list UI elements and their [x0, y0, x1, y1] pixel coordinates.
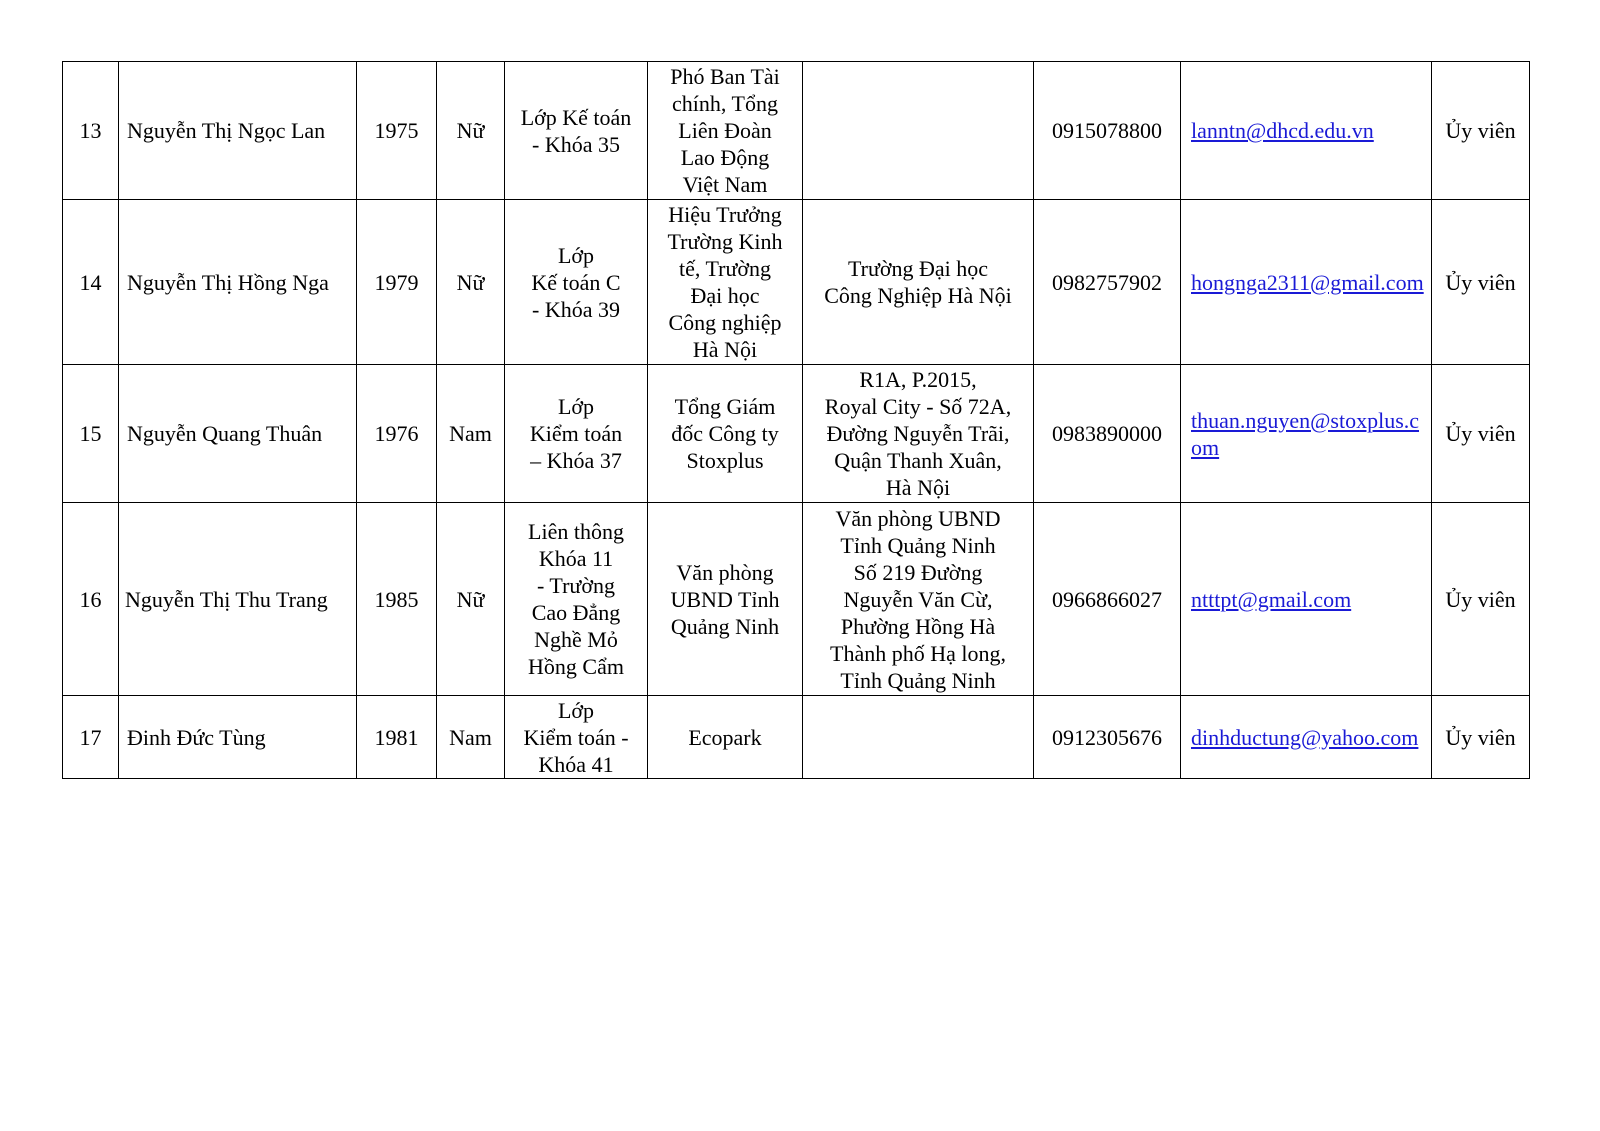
row-number: 16	[63, 503, 119, 696]
gender: Nam	[437, 365, 505, 503]
birth-year: 1976	[357, 365, 437, 503]
position: Tổng Giám đốc Công ty Stoxplus	[671, 394, 779, 473]
phone-number: 0966866027	[1034, 503, 1181, 696]
workplace: Văn phòng UBND Tỉnh Quảng Ninh Số 219 Đường Nguyễn Văn Cừ, Phường Hồng Hà Thành phố Hạ long, Tỉnh Quảng Ninh	[830, 505, 1006, 693]
email-link[interactable]: ntttpt@gmail.com	[1191, 586, 1352, 612]
email-link[interactable]: thuan.nguyen@stoxplus.com	[1191, 407, 1420, 460]
gender: Nữ	[437, 200, 505, 365]
workplace: Trường Đại học Công Nghiệp Hà Nội	[824, 256, 1012, 308]
position: Ecopark	[688, 724, 762, 750]
email-link[interactable]: lanntn@dhcd.edu.vn	[1191, 118, 1374, 143]
member-name: Nguyễn Thị Thu Trang	[119, 503, 357, 696]
gender: Nữ	[437, 503, 505, 696]
table-row	[63, 696, 1530, 779]
class-info: Lớp Kế toán C - Khóa 39	[531, 242, 621, 322]
phone-number: 0983890000	[1034, 365, 1181, 503]
class-info: Lớp Kiểm toán – Khóa 37	[529, 394, 623, 473]
committee-role: Ủy viên	[1432, 365, 1530, 503]
gender: Nam	[437, 696, 505, 779]
row-number: 13	[63, 62, 119, 200]
birth-year: 1985	[357, 503, 437, 696]
committee-role: Ủy viên	[1432, 503, 1530, 696]
gender: Nữ	[437, 62, 505, 200]
member-name: Nguyễn Quang Thuân	[119, 365, 357, 503]
row-number: 15	[63, 365, 119, 503]
committee-role: Ủy viên	[1432, 62, 1530, 200]
class-info: Lớp Kiểm toán - Khóa 41	[523, 697, 629, 777]
table-row	[63, 62, 1530, 200]
member-name: Đinh Đức Tùng	[119, 696, 357, 779]
member-name: Nguyễn Thị Hồng Nga	[119, 200, 357, 365]
workplace: R1A, P.2015, Royal City - Số 72A, Đường Nguyễn Trãi, Quận Thanh Xuân, Hà Nội	[824, 367, 1012, 500]
class-info: Liên thông Khóa 11 - Trường Cao Đẳng Nghề Mỏ Hồng Cẩm	[528, 519, 624, 679]
email-link[interactable]: hongnga2311@gmail.com	[1191, 269, 1424, 295]
phone-number: 0982757902	[1034, 200, 1181, 365]
committee-role: Ủy viên	[1432, 200, 1530, 365]
row-number: 17	[63, 696, 119, 779]
phone-number: 0915078800	[1034, 62, 1181, 200]
table-row	[63, 365, 1530, 503]
birth-year: 1975	[357, 62, 437, 200]
members-table	[62, 61, 1530, 779]
row-number: 14	[63, 200, 119, 365]
position: Văn phòng UBND Tỉnh Quảng Ninh	[670, 559, 780, 639]
email-link[interactable]: dinhductung@yahoo.com	[1191, 724, 1419, 750]
birth-year: 1979	[357, 200, 437, 365]
committee-role: Ủy viên	[1432, 696, 1530, 779]
phone-number: 0912305676	[1034, 696, 1181, 779]
table-row	[63, 503, 1530, 696]
member-name: Nguyễn Thị Ngọc Lan	[119, 62, 357, 200]
birth-year: 1981	[357, 696, 437, 779]
table-row	[63, 200, 1530, 365]
position: Hiệu Trưởng Trường Kinh tế, Trường Đại học Công nghiệp Hà Nội	[667, 202, 783, 362]
class-info: Lớp Kế toán - Khóa 35	[520, 104, 632, 157]
position: Phó Ban Tài chính, Tổng Liên Đoàn Lao Động Việt Nam	[670, 64, 780, 197]
